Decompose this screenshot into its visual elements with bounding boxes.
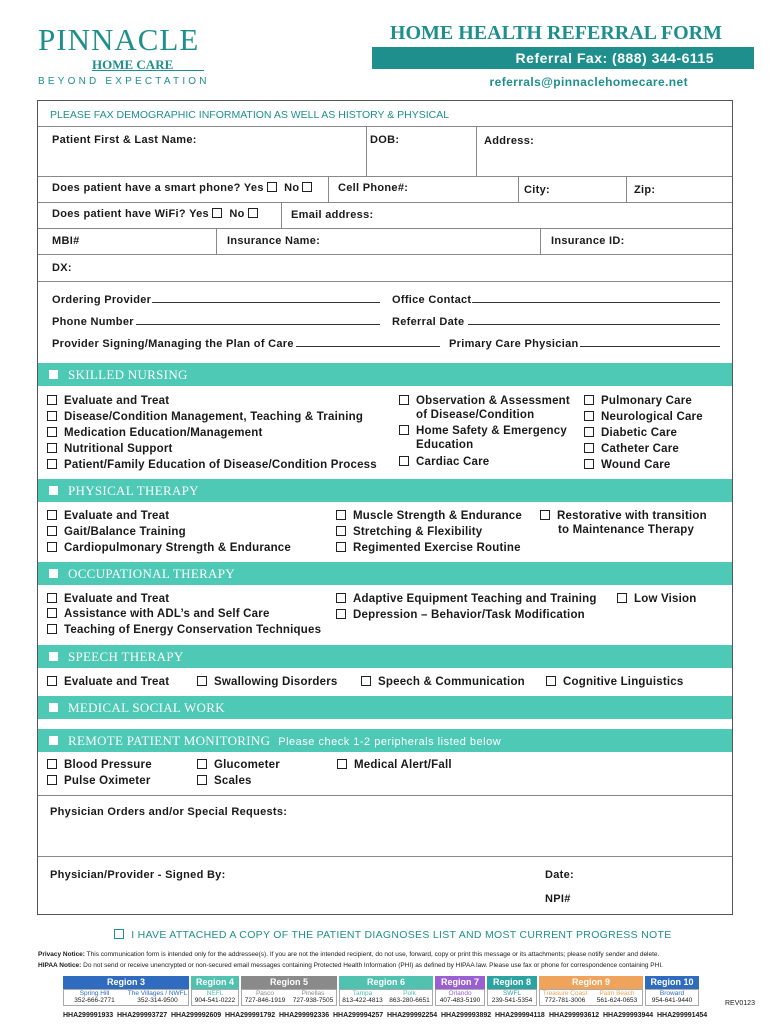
zip-field[interactable]: Zip:: [634, 184, 656, 196]
option-label: Scales: [214, 775, 252, 787]
option-label: Nutritional Support: [64, 443, 173, 455]
rpm-option[interactable]: [337, 757, 452, 773]
ordering-provider-line[interactable]: [152, 302, 380, 303]
region-area: Treasure Coast: [542, 990, 588, 997]
region-header: Region 7: [435, 976, 485, 989]
checkbox[interactable]: [47, 775, 57, 785]
revision-code: REV0123: [725, 1000, 755, 1007]
region-area: Pinellas: [301, 990, 325, 997]
sn-option[interactable]: [584, 441, 679, 457]
checkbox[interactable]: [337, 759, 347, 769]
checkbox[interactable]: [47, 542, 57, 552]
logo-brand: PINNACLE: [38, 22, 200, 57]
checkbox[interactable]: [47, 443, 57, 453]
option-label: Depression – Behavior/Task Modification: [353, 609, 585, 621]
hha-number: HHA299993944: [603, 1012, 654, 1019]
checkbox[interactable]: [584, 443, 594, 453]
smartphone-yes-label: Yes: [243, 182, 264, 194]
sn-option[interactable]: [584, 425, 677, 441]
insurance-name-field[interactable]: Insurance Name:: [227, 235, 321, 247]
logo-tagline: BEYOND EXPECTATION: [38, 76, 210, 87]
section-square-icon: [49, 652, 58, 661]
region-area: Palm Beach: [599, 990, 635, 997]
section-title: SPEECH THERAPY: [68, 649, 184, 664]
wifi-yes-checkbox[interactable]: [212, 208, 222, 218]
section-square-icon: [49, 486, 58, 495]
checkbox[interactable]: [47, 459, 57, 469]
sn-option[interactable]: [584, 409, 703, 425]
option-label: Glucometer: [214, 759, 280, 771]
wifi-yes-label: Yes: [189, 208, 209, 220]
hha-number: HHA299992254: [387, 1012, 438, 1019]
hipaa-label: HIPAA Notice:: [38, 962, 82, 969]
region-phone[interactable]: 352-314-9500: [137, 997, 178, 1004]
sn-option[interactable]: [47, 393, 169, 409]
region-header: Region 6: [339, 976, 433, 989]
divider: [38, 795, 732, 796]
section-physical-therapy: [38, 479, 732, 502]
divider: [38, 228, 732, 229]
section-square-icon: [49, 736, 58, 745]
section-square-icon: [49, 569, 58, 578]
hha-number: HHA299993612: [549, 1012, 600, 1019]
region-phone[interactable]: 904-541-0222: [194, 997, 236, 1004]
divider: [518, 176, 519, 202]
option-label: Evaluate and Treat: [64, 676, 170, 688]
checkbox[interactable]: [47, 411, 57, 421]
checkbox[interactable]: [399, 395, 409, 405]
checkbox[interactable]: [584, 427, 594, 437]
checkbox[interactable]: [584, 395, 594, 405]
option-label: Muscle Strength & Endurance: [353, 510, 522, 522]
option-label: Pulmonary Care: [601, 395, 692, 407]
checkbox[interactable]: [47, 427, 57, 437]
hha-number: HHA299991792: [225, 1012, 276, 1019]
office-contact-label: Office Contact: [392, 294, 472, 306]
pt-option[interactable]: [336, 508, 522, 524]
section-title: MEDICAL SOCIAL WORK: [68, 700, 225, 715]
sn-option[interactable]: [47, 457, 377, 473]
wifi-no-checkbox[interactable]: [248, 208, 258, 218]
checkbox[interactable]: [584, 411, 594, 421]
wifi-question: [52, 208, 262, 220]
rpm-option[interactable]: [47, 773, 151, 789]
region-area: Polk: [403, 990, 416, 997]
hha-number: HHA299993727: [117, 1012, 168, 1019]
privacy-text: This communication form is intended only for the addressee(s). If you are not the intended recipient, do not use, forward, copy or print this message or its attachments; please notify sender and delete.: [86, 951, 660, 958]
divider: [328, 176, 329, 202]
region-header: Region 10: [645, 976, 699, 989]
rpm-option[interactable]: [197, 757, 280, 773]
npi-field[interactable]: NPI#: [545, 893, 571, 905]
option-label: Assistance with ADL’s and Self Care: [64, 608, 270, 620]
region-area: Tampa: [352, 990, 373, 997]
signed-by-field[interactable]: Physician/Provider - Signed By:: [50, 869, 226, 881]
region-phone[interactable]: 239-541-5354: [491, 997, 533, 1004]
option-label: Stretching & Flexibility: [353, 526, 483, 538]
hha-number: HHA299991454: [657, 1012, 708, 1019]
section-title: SKILLED NURSING: [68, 367, 188, 382]
region-header: Region 9: [539, 976, 643, 989]
checkbox[interactable]: [47, 593, 57, 603]
region-phone[interactable]: 863-280-6651: [389, 997, 430, 1004]
option-label: Swallowing Disorders: [214, 676, 338, 688]
option-label: Wound Care: [601, 459, 671, 471]
patient-name-field[interactable]: Patient First & Last Name:: [52, 134, 197, 146]
pt-option[interactable]: [47, 540, 291, 556]
insurance-id-field[interactable]: Insurance ID:: [551, 235, 625, 247]
option-label: Patient/Family Education of Disease/Condition Process: [64, 459, 377, 471]
option-label: Low Vision: [634, 593, 697, 605]
st-option[interactable]: [361, 674, 525, 690]
option-label: Cardiac Care: [416, 456, 490, 468]
office-contact-line[interactable]: [472, 302, 720, 303]
divider: [626, 176, 627, 202]
ot-option[interactable]: [47, 591, 169, 607]
sn-option[interactable]: [399, 454, 489, 470]
checkbox[interactable]: [584, 459, 594, 469]
region-area: The Villages / NWFL: [127, 990, 188, 997]
checkbox[interactable]: [47, 759, 57, 769]
section-subtitle: Please check 1-2 peripherals listed below: [278, 736, 502, 748]
checkbox[interactable]: [336, 593, 346, 603]
section-title: OCCUPATIONAL THERAPY: [68, 566, 235, 581]
checkbox[interactable]: [47, 624, 57, 634]
option-label: Teaching of Energy Conservation Techniques: [64, 624, 322, 636]
st-option[interactable]: [546, 674, 684, 690]
checkbox[interactable]: [197, 676, 207, 686]
email-address-field[interactable]: Email address:: [291, 209, 374, 221]
hha-number: HHA299991933: [63, 1012, 114, 1019]
pt-option[interactable]: [47, 508, 169, 524]
section-medical-social-work[interactable]: [38, 696, 732, 719]
section-square-icon: [49, 703, 58, 712]
section-title: REMOTE PATIENT MONITORING: [68, 733, 271, 748]
checkbox[interactable]: [47, 608, 57, 618]
region-header: Region 5: [241, 976, 337, 989]
ot-option[interactable]: [336, 591, 597, 607]
address-field[interactable]: Address:: [484, 135, 535, 147]
divider: [366, 126, 367, 176]
option-label: Evaluate and Treat: [64, 510, 170, 522]
option-label: Disease/Condition Management, Teaching & Training: [64, 411, 364, 423]
section-square-icon: [49, 370, 58, 379]
region-phone[interactable]: 407-483-5190: [439, 997, 481, 1004]
region-header: Region 8: [487, 976, 537, 989]
option-label: Regimented Exercise Routine: [353, 542, 521, 554]
checkbox[interactable]: [47, 676, 57, 686]
checkbox[interactable]: [336, 542, 346, 552]
st-option[interactable]: [197, 674, 338, 690]
phone-number-label: Phone Number: [52, 316, 134, 328]
dob-field[interactable]: DOB:: [370, 134, 400, 146]
option-label: Speech & Communication: [378, 676, 525, 688]
rpm-option[interactable]: [197, 773, 252, 789]
option-label: Medication Education/Management: [64, 427, 263, 439]
option-label: Home Safety & Emergency: [416, 425, 567, 437]
hha-number: HHA299992609: [171, 1012, 222, 1019]
checkbox[interactable]: [399, 425, 409, 435]
section-skilled-nursing: [38, 363, 732, 386]
privacy-notice: [38, 951, 659, 958]
sn-option[interactable]: [47, 441, 173, 457]
ot-option[interactable]: [336, 607, 585, 623]
region-phone[interactable]: 727-938-7505: [292, 997, 334, 1004]
primary-care-label: Primary Care Physician: [449, 338, 579, 350]
ordering-provider-label: Ordering Provider: [52, 294, 152, 306]
checkbox[interactable]: [540, 510, 550, 520]
primary-care-line[interactable]: [580, 346, 720, 347]
referral-date-label: Referral Date: [392, 316, 465, 328]
option-label: Diabetic Care: [601, 427, 678, 439]
wifi-no-label: No: [229, 208, 245, 220]
region-header: Region 3: [63, 976, 189, 989]
smartphone-label: Does patient have a smart phone?: [52, 182, 241, 194]
form-title: HOME HEALTH REFERRAL FORM: [389, 22, 722, 44]
divider: [476, 126, 477, 176]
referral-email[interactable]: referrals@pinnaclehomecare.net: [489, 75, 688, 89]
section-speech-therapy: [38, 645, 732, 668]
option-label: Medical Alert/Fall: [354, 759, 452, 771]
pt-option[interactable]: [47, 524, 186, 540]
sn-option[interactable]: [584, 393, 692, 409]
date-field[interactable]: Date:: [545, 869, 575, 881]
checkbox[interactable]: [197, 759, 207, 769]
checkbox[interactable]: [47, 526, 57, 536]
region-phone[interactable]: 772-781-3006: [544, 997, 586, 1004]
option-label: Cardiopulmonary Strength & Endurance: [64, 542, 292, 554]
smartphone-no-label: No: [284, 182, 300, 194]
privacy-label: Privacy Notice:: [38, 951, 85, 958]
divider: [281, 202, 282, 228]
checkbox[interactable]: [47, 510, 57, 520]
hha-number: HHA299994257: [333, 1012, 384, 1019]
sn-option-cont: Education: [416, 439, 474, 451]
region-phone[interactable]: 352-666-2771: [74, 997, 115, 1004]
st-option[interactable]: [47, 674, 169, 690]
cell-phone-field[interactable]: Cell Phone#:: [338, 182, 409, 194]
divider: [216, 228, 217, 254]
fax-instructions: PLEASE FAX DEMOGRAPHIC INFORMATION AS WELL AS HISTORY & PHYSICAL: [50, 109, 450, 121]
divider: [38, 176, 732, 177]
section-remote-monitoring: [38, 729, 732, 752]
ot-option[interactable]: [47, 606, 270, 622]
rpm-option[interactable]: [47, 757, 152, 773]
hha-number: HHA299993892: [441, 1012, 492, 1019]
checkbox[interactable]: [399, 456, 409, 466]
option-label: Pulse Oximeter: [64, 775, 151, 787]
section-occupational-therapy: [38, 562, 732, 585]
region-header: Region 4: [191, 976, 239, 989]
smartphone-yes-checkbox[interactable]: [267, 182, 277, 192]
section-title: PHYSICAL THERAPY: [68, 483, 199, 498]
provider-signing-line[interactable]: [296, 346, 440, 347]
region-phone[interactable]: 954-641-9440: [651, 997, 693, 1004]
fax-banner: Referral Fax: (888) 344-6115: [372, 47, 754, 69]
hha-number: HHA299992336: [279, 1012, 330, 1019]
checkbox[interactable]: [361, 676, 371, 686]
pt-option-cont: to Maintenance Therapy: [558, 524, 695, 536]
region-area: Pasco: [255, 990, 275, 997]
smartphone-no-checkbox[interactable]: [302, 182, 312, 192]
region-area: Spring Hill: [79, 990, 110, 997]
city-field[interactable]: City:: [524, 184, 550, 196]
pt-option[interactable]: [336, 524, 482, 540]
divider: [38, 126, 732, 127]
region-area: Orlando: [448, 990, 472, 997]
pt-option[interactable]: [336, 540, 521, 556]
option-label: Restorative with transition: [557, 510, 707, 522]
option-label: Catheter Care: [601, 443, 680, 455]
checkbox[interactable]: [617, 593, 627, 603]
attachment-label: I HAVE ATTACHED A COPY OF THE PATIENT DIAGNOSES LIST AND MOST CURRENT PROGRESS NOTE: [131, 929, 672, 941]
ot-option[interactable]: [617, 591, 697, 607]
sn-option[interactable]: [584, 457, 671, 473]
referral-date-line[interactable]: [468, 324, 720, 325]
provider-signing-label: Provider Signing/Managing the Plan of Care: [52, 338, 294, 350]
option-label: Evaluate and Treat: [64, 593, 170, 605]
checkbox[interactable]: [336, 609, 346, 619]
option-label: Gait/Balance Training: [64, 526, 186, 538]
divider: [38, 254, 732, 255]
hipaa-notice: [38, 962, 663, 969]
region-area: NEFL: [206, 990, 224, 997]
option-label: Evaluate and Treat: [64, 395, 170, 407]
sn-option[interactable]: [47, 409, 363, 425]
wifi-label: Does patient have WiFi?: [52, 208, 186, 220]
region-phone[interactable]: 561-624-0653: [596, 997, 638, 1004]
divider: [38, 202, 732, 203]
mbi-field[interactable]: MBI#: [52, 235, 80, 247]
checkbox[interactable]: [546, 676, 556, 686]
ot-option[interactable]: [47, 622, 321, 638]
checkbox[interactable]: [336, 526, 346, 536]
hipaa-text: Do not send or receive unencrypted or non-secured email messages containing Protected Health Information (PHI) as defined by HIPAA law. Please use fax or phone for correspondence containing PHI.: [83, 962, 663, 969]
sn-option-cont: of Disease/Condition: [416, 409, 535, 421]
option-label: Blood Pressure: [64, 759, 152, 771]
option-label: Cognitive Linguistics: [563, 676, 684, 688]
divider: [38, 281, 732, 282]
physician-orders-field[interactable]: Physician Orders and/or Special Requests:: [50, 806, 288, 818]
hha-number: HHA299994118: [495, 1012, 545, 1019]
checkbox[interactable]: [336, 510, 346, 520]
dx-field[interactable]: DX:: [52, 262, 72, 274]
divider: [540, 228, 541, 254]
attachment-confirm[interactable]: [111, 929, 672, 941]
sn-option[interactable]: [47, 425, 263, 441]
attachment-checkbox[interactable]: [114, 929, 124, 939]
smartphone-question: [52, 182, 316, 194]
logo-subtitle: HOME CARE: [92, 57, 174, 72]
phone-number-line[interactable]: [136, 324, 380, 325]
option-label: Adaptive Equipment Teaching and Training: [353, 593, 597, 605]
region-phone[interactable]: 813-422-4813: [342, 997, 383, 1004]
option-label: Neurological Care: [601, 411, 703, 423]
region-area: Broward: [659, 990, 685, 997]
divider: [38, 856, 732, 857]
checkbox[interactable]: [47, 395, 57, 405]
region-phone[interactable]: 727-846-1919: [244, 997, 286, 1004]
region-area: SWFL: [502, 990, 522, 997]
option-label: Observation & Assessment: [416, 395, 570, 407]
checkbox[interactable]: [197, 775, 207, 785]
